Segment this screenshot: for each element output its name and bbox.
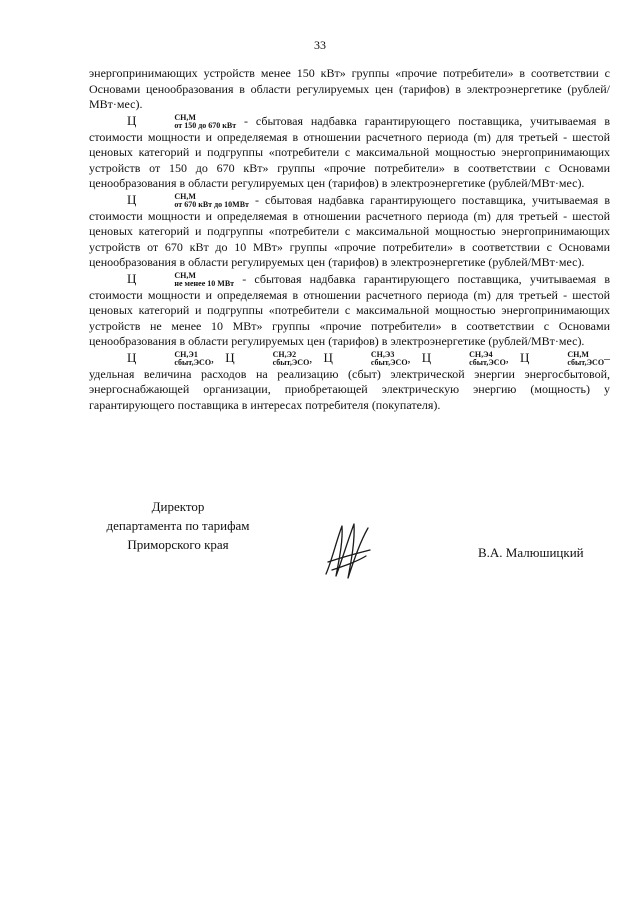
symbol-base: Ц (127, 191, 137, 207)
symbol-sub: от 150 до 670 кВт (174, 120, 237, 130)
paragraph-4-text: - сбытовая надбавка гарантирующего поставщика, учитываемая в стоимости мощности и определяемая в отношении расчетного периода (m) для третьей - шестой ценовых категорий и подгруппы «потребители с максимальной мощностью энергопринимающих устройств не менее 10 МВт» группы «прочие потребители» в соответствии с Основами ценообразования в области регулируемых цен (тарифов) в электроэнергетике (рублей/МВт·мес). (89, 271, 610, 348)
symbol-indices (136, 193, 249, 209)
signatory-name: В.А. Малюшицкий (478, 545, 584, 560)
symbol-indices (136, 114, 236, 130)
symbol-base: Ц (225, 349, 235, 365)
paragraph-2 (89, 113, 610, 192)
symbol-indices (136, 272, 234, 288)
symbol-base: Ц (323, 349, 333, 365)
symbol-base: Ц (127, 349, 137, 365)
symbol-sup: СН,М (567, 349, 589, 359)
paragraph-4 (89, 271, 610, 350)
symbol-sup: СН,М (174, 270, 196, 280)
symbol-indices (235, 351, 310, 367)
symbol-base: Ц (520, 349, 530, 365)
symbol-sub: сбыт,ЭСО (174, 357, 212, 367)
symbol-base: Ц (127, 270, 137, 286)
symbol-sup: СН,М (174, 191, 196, 201)
symbol-indices (333, 351, 408, 367)
paragraph-3-text: - сбытовая надбавка гарантирующего поставщика, учитываемая в стоимости мощности и определяемая в отношении расчетного периода (m) для третьей - шестой ценовых категорий и подгруппы «потребители с максимальной мощностью энергопринимающих устройств от 670 кВт до 10 МВт» группы «прочие потребители» в соответствии с Основами ценообразования в области регулируемых цен (тарифов) в электроэнергетике (рублей/МВт·мес). (89, 192, 610, 269)
symbol-indices (136, 351, 211, 367)
paragraph-3 (89, 192, 610, 271)
signatory-title (88, 497, 268, 554)
symbol-base: Ц (421, 349, 432, 365)
symbol-sup: СН,Э3 (370, 349, 395, 359)
paragraph-2-text: - сбытовая надбавка гарантирующего поставщика, учитываемая в стоимости мощности и определяемая в отношении расчетного периода (m) для третьей - шестой ценовых категорий и подгруппы «потребители с максимальной мощностью энергопринимающих устройств от 150 до 670 кВт» группы «прочие потребители» в соответствии с Основами ценообразования в области регулируемых цен (тарифов) в электроэнергетике (рублей/МВт·мес). (89, 113, 610, 190)
symbol-sup: СН,Э4 (469, 349, 493, 359)
symbol-indices (529, 351, 604, 367)
symbol-sub: сбыт,ЭСО (567, 357, 605, 367)
symbol-sup: СН,Э2 (272, 349, 297, 359)
paragraph-5-text: –удельная величина расходов на реализацию (сбыт) электрической энергии энергосбытовой, энергоснабжающей организации, приобретающей электрическую энергию (мощность) у гарантирующего поставщика в интересах потребителя (покупателя). (89, 350, 611, 412)
signatory-title-line-2: департамента по тарифам (106, 518, 250, 533)
page-number: 33 (314, 38, 326, 52)
symbol-sub: не менее 10 МВт (174, 278, 235, 288)
signatory-title-line-1: Директор (151, 499, 205, 514)
symbol-base: Ц (127, 112, 137, 128)
symbol-sup: СН,М (174, 112, 196, 122)
symbol-sub: сбыт,ЭСО (370, 357, 408, 367)
symbol-sub: от 670 кВт до 10МВт (174, 199, 249, 209)
paragraph-1: энергопринимающих устройств менее 150 кВт» группы «прочие потребители» в соответствии с Основами ценообразования в области регулируемых цен (тарифов) в электроэнергетике (рублей/МВт·мес). (89, 66, 610, 111)
document-body (89, 66, 610, 413)
symbol-sup: СН,Э1 (174, 349, 198, 359)
paragraph-5: Ц СН,Э1 сбыт,ЭСО , Ц СН,Э2 сбыт,ЭСО , Ц СН,Э3 сбыт,ЭСО , Ц СН,Э4 сбыт,ЭСО , Ц СН,М сбыт,ЭСО –удельная величина расходов на реализацию (сбыт) электрической энергии энергосбытовой, энергоснабжающей организации, приобретающей электрическую энергию (мощность) у гарантирующего поставщика в интересах потребителя (покупателя). (89, 349, 611, 412)
symbol-indices (431, 351, 506, 367)
symbol-sub: сбыт,ЭСО (272, 357, 310, 367)
signatory-title-line-3: Приморского края (127, 537, 229, 552)
symbol-sub: сбыт,ЭСО (469, 357, 506, 367)
handwritten-signature (322, 520, 374, 582)
